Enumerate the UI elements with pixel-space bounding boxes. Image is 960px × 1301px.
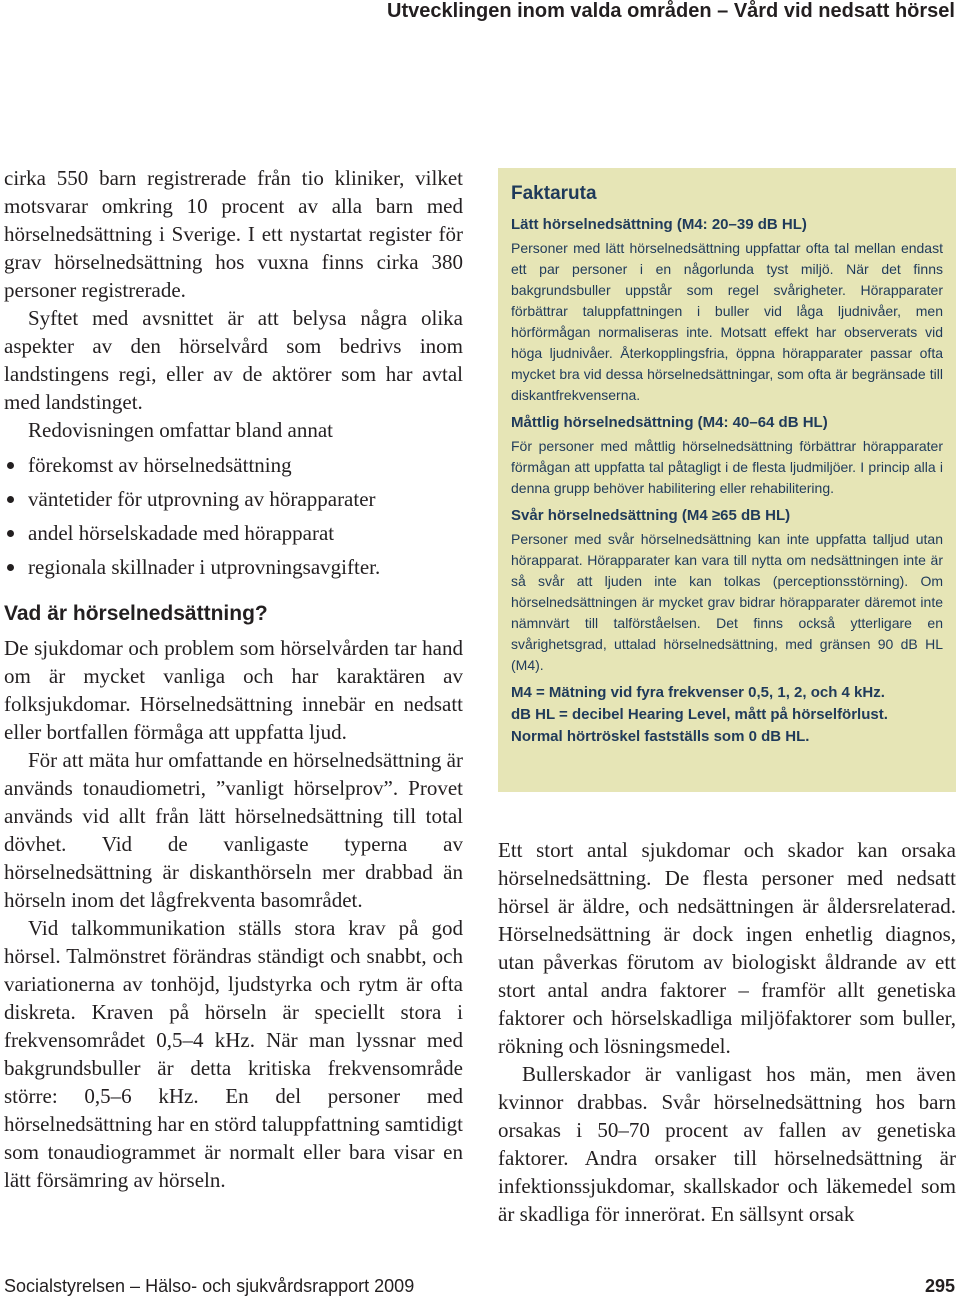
left-paragraph-4: De sjukdomar och problem som hörselvården tar hand om är mycket vanliga och har karaktären av folksjukdomar. Hörselnedsättning innebär en nedsatt eller bortfallen förmåga att uppfatta ljud. [4, 636, 463, 744]
bullet-icon [7, 564, 14, 571]
mild-heading: Lätt hörselnedsättning (M4: 20–39 dB HL) [511, 216, 807, 233]
footer-publication: Socialstyrelsen – Hälso- och sjukvårdsrapport 2009 [4, 1276, 415, 1296]
bullet-item: väntetider för utprovning av hörapparater [4, 482, 463, 516]
fact-box-title: Faktaruta [511, 183, 597, 204]
bullet-icon [7, 496, 14, 503]
running-head: Utvecklingen inom valda områden – Vård vid nedsatt hörsel [387, 0, 955, 22]
page-number: 295 [924, 1276, 955, 1296]
right-paragraph-1: Ett stort antal sjukdomar och skador kan orsaka hörselnedsättning. De flesta personer med nedsatt hörsel är äldre, och nedsättningen är åldersrelaterad. Hörselnedsättning är dock ingen enhetlig diagnos, utan påverkas förutom av biologiskt åldrande av ett stort antal andra faktorer – framför allt genetiska faktorer och hörselskadliga miljöfaktorer som buller, rökning och lösningsmedel. [498, 838, 956, 1058]
right-paragraph-2: Bullerskador är vanligast hos män, men även kvinnor drabbas. Svår hörselnedsättning hos barn orsakas i 50–70 procent av fallen av genetiska faktorer. Andra orsaker till hörselnedsättning är infektionssjukdomar, skallskador och läkemedel som är skadliga för innerörat. En sällsynt orsak [498, 1062, 956, 1226]
left-paragraph-2: Syftet med avsnittet är att belysa några olika aspekter av den hörselvård som bedrivs inom landstingens regi, eller av de aktörer som har avtal med landstinget. [4, 306, 463, 414]
left-paragraph-3: Redovisningen omfattar bland annat [28, 418, 334, 442]
mild-text: Personer med lätt hörselnedsättning uppfattar ofta tal mellan endast ett par personer i en någorlunda tyst miljö. När det finns bakgrundsbuller uppstår som regel svårigheter. Hörapparater förbättrar taluppfattningen i buller vid låga ljudnivåer, men hörförmågan normaliseras inte. Motsatt effekt har observerats vid höga ljudnivåer. Återkopplingsfria, öppna hörapparater passar ofta mycket bra vid dessa hörselnedsättningar, som ofta är begränsade till diskantfrekvenserna. [511, 240, 943, 403]
severe-text: Personer med svår hörselnedsättning kan inte uppfatta talljud utan hörapparat. Hörapparater kan vara till nytta om nedsättningen inte är så svår att ljuden inte kan tolkas (perceptionsstörning). Om hörselnedsättningen är mycket grav bidrar hörapparater däremot inte nämnvärt till talförståelsen. Det finns också ytterligare en svårighetsgrad, uttalad hörselnedsättning, med gränsen 90 dB HL (M4). [511, 531, 943, 673]
section-heading: Vad är hörselnedsättning? [4, 602, 268, 625]
bullet-item: regionala skillnader i utprovningsavgifter. [4, 550, 463, 584]
left-paragraph-1: cirka 550 barn registrerade från tio kliniker, vilket motsvarar omkring 10 procent av alla barn med hörselnedsättning i Sverige. I ett nystartat register för grav hörselnedsättning hos vuxna finns cirka 380 personer registrerade. [4, 166, 463, 302]
bullet-item: förekomst av hörselnedsättning [4, 448, 463, 482]
moderate-heading: Måttlig hörselnedsättning (M4: 40–64 dB HL) [511, 414, 828, 431]
definition-db-hl: dB HL = decibel Hearing Level, mått på hörselförlust. [511, 706, 888, 723]
definition-normal-threshold: Normal hörtröskel fastställs som 0 dB HL. [511, 728, 810, 745]
moderate-text: För personer med måttlig hörselnedsättning förbättrar hörapparater förmågan att uppfatta tal påtagligt i de flesta ljudmiljöer. I princip alla i denna grupp behöver habilitering eller rehabilitering. [511, 438, 943, 496]
definition-m4: M4 = Mätning vid fyra frekvenser 0,5, 1, 2, och 4 kHz. [511, 684, 885, 701]
left-column [4, 164, 463, 1194]
left-paragraph-6: Vid talkommunikation ställs stora krav på god hörsel. Talmönstret förändras ständigt och snabbt, och variationerna av tonhöjd, ljudstyrka och rytm är ofta diskreta. Kraven på hörseln är speciellt stora i frekvensområdet 0,5–4 kHz. När man lyssnar med bakgrundsbuller är detta kritiska frekvensområde större: 0,5–6 kHz. En del personer med hörselnedsättning har en störd taluppfattning samtidigt som tonaudiogrammet är normalt eller bara visar en lätt försämring av hörseln. [4, 916, 463, 1192]
severe-heading: Svår hörselnedsättning (M4 ≥65 dB HL) [511, 507, 791, 524]
left-paragraph-5: För att mäta hur omfattande en hörselnedsättning är används tonaudiometri, ”vanligt hörselprov”. Provet används vid allt från lätt hörselnedsättning till total dövhet. Vid de vanligaste typerna av hörselnedsättning är diskanthörseln mer drabbad än hörseln inom det lågfrekventa basområdet. [4, 748, 463, 912]
bullet-icon [7, 462, 14, 469]
bullet-item: andel hörselskadade med hörapparat [4, 516, 463, 550]
right-column [498, 836, 956, 1228]
bullet-icon [7, 530, 14, 537]
bullet-list [4, 448, 463, 584]
fact-box [498, 168, 956, 792]
